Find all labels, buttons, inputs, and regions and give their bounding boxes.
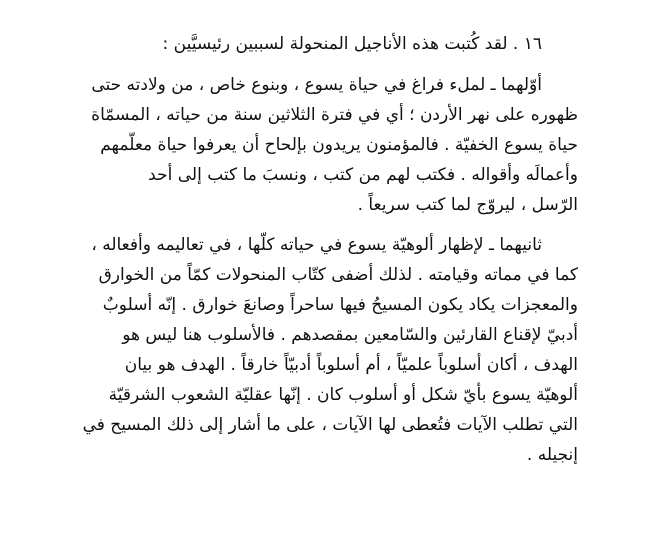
paragraph-line: أدبيّ لإقناع القارئين والسّامعين بمقصدهم . فالأسلوب هنا ليس هو xyxy=(122,325,578,345)
paragraph-line: الرّسل ، ليروّج لما كتب سريعاً . xyxy=(357,195,578,215)
paragraph-line: أوّلهما ـ لملء فراغ في حياة يسوع ، وبنوع خاص ، من ولادته حتى xyxy=(91,75,542,95)
paragraph-line: كما في مماته وقيامته . لذلك أضفى كتّاب المنحولات كمّاً من الخوارق xyxy=(98,265,578,285)
paragraph-line: ظهوره على نهر الأردن ؛ أي في فترة الثلاثين سنة من حياته ، المسمّاة xyxy=(91,105,578,125)
paragraph-line: والمعجزات يكاد يكون المسيحُ فيها ساحراً وصانعَ خوارق . إنّه أسلوبٌ xyxy=(102,295,578,315)
section-heading: ١٦ . لقد كُتبت هذه الأناجيل المنحولة لسببين رئيسيَّين : xyxy=(162,34,542,54)
paragraph-first-reason xyxy=(22,70,578,220)
paragraph-second-reason xyxy=(22,230,578,470)
paragraph-line: إنجيله . xyxy=(526,445,578,465)
paragraph-line: ألوهيّة يسوع بأيّ شكل أو أسلوب كان . إنّها عقليّة الشعوب الشرقيّة xyxy=(108,385,578,405)
paragraph-line: التي تطلب الآيات فتُعطى لها الآيات ، على ما أشار إلى ذلك المسيح في xyxy=(82,415,578,435)
paragraph-line: الهدف ، أكان أسلوباً علميّاً ، أم أسلوباً أدبيّاً خارقاً . الهدف هو بيان xyxy=(124,355,578,375)
paragraph-line: وأعمالَه وأقواله . فكتب لهم من كتب ، ونسبَ ما كتب إلى أحد xyxy=(148,165,578,185)
paragraph-line: حياة يسوع الخفيّة . فالمؤمنون يريدون بإلحاح أن يعرفوا حياة معلّمهم xyxy=(100,135,578,155)
paragraph-line: ثانيهما ـ لإظهار ألوهيّة يسوع في حياته كلّها ، في تعاليمه وأفعاله ، xyxy=(91,235,542,255)
